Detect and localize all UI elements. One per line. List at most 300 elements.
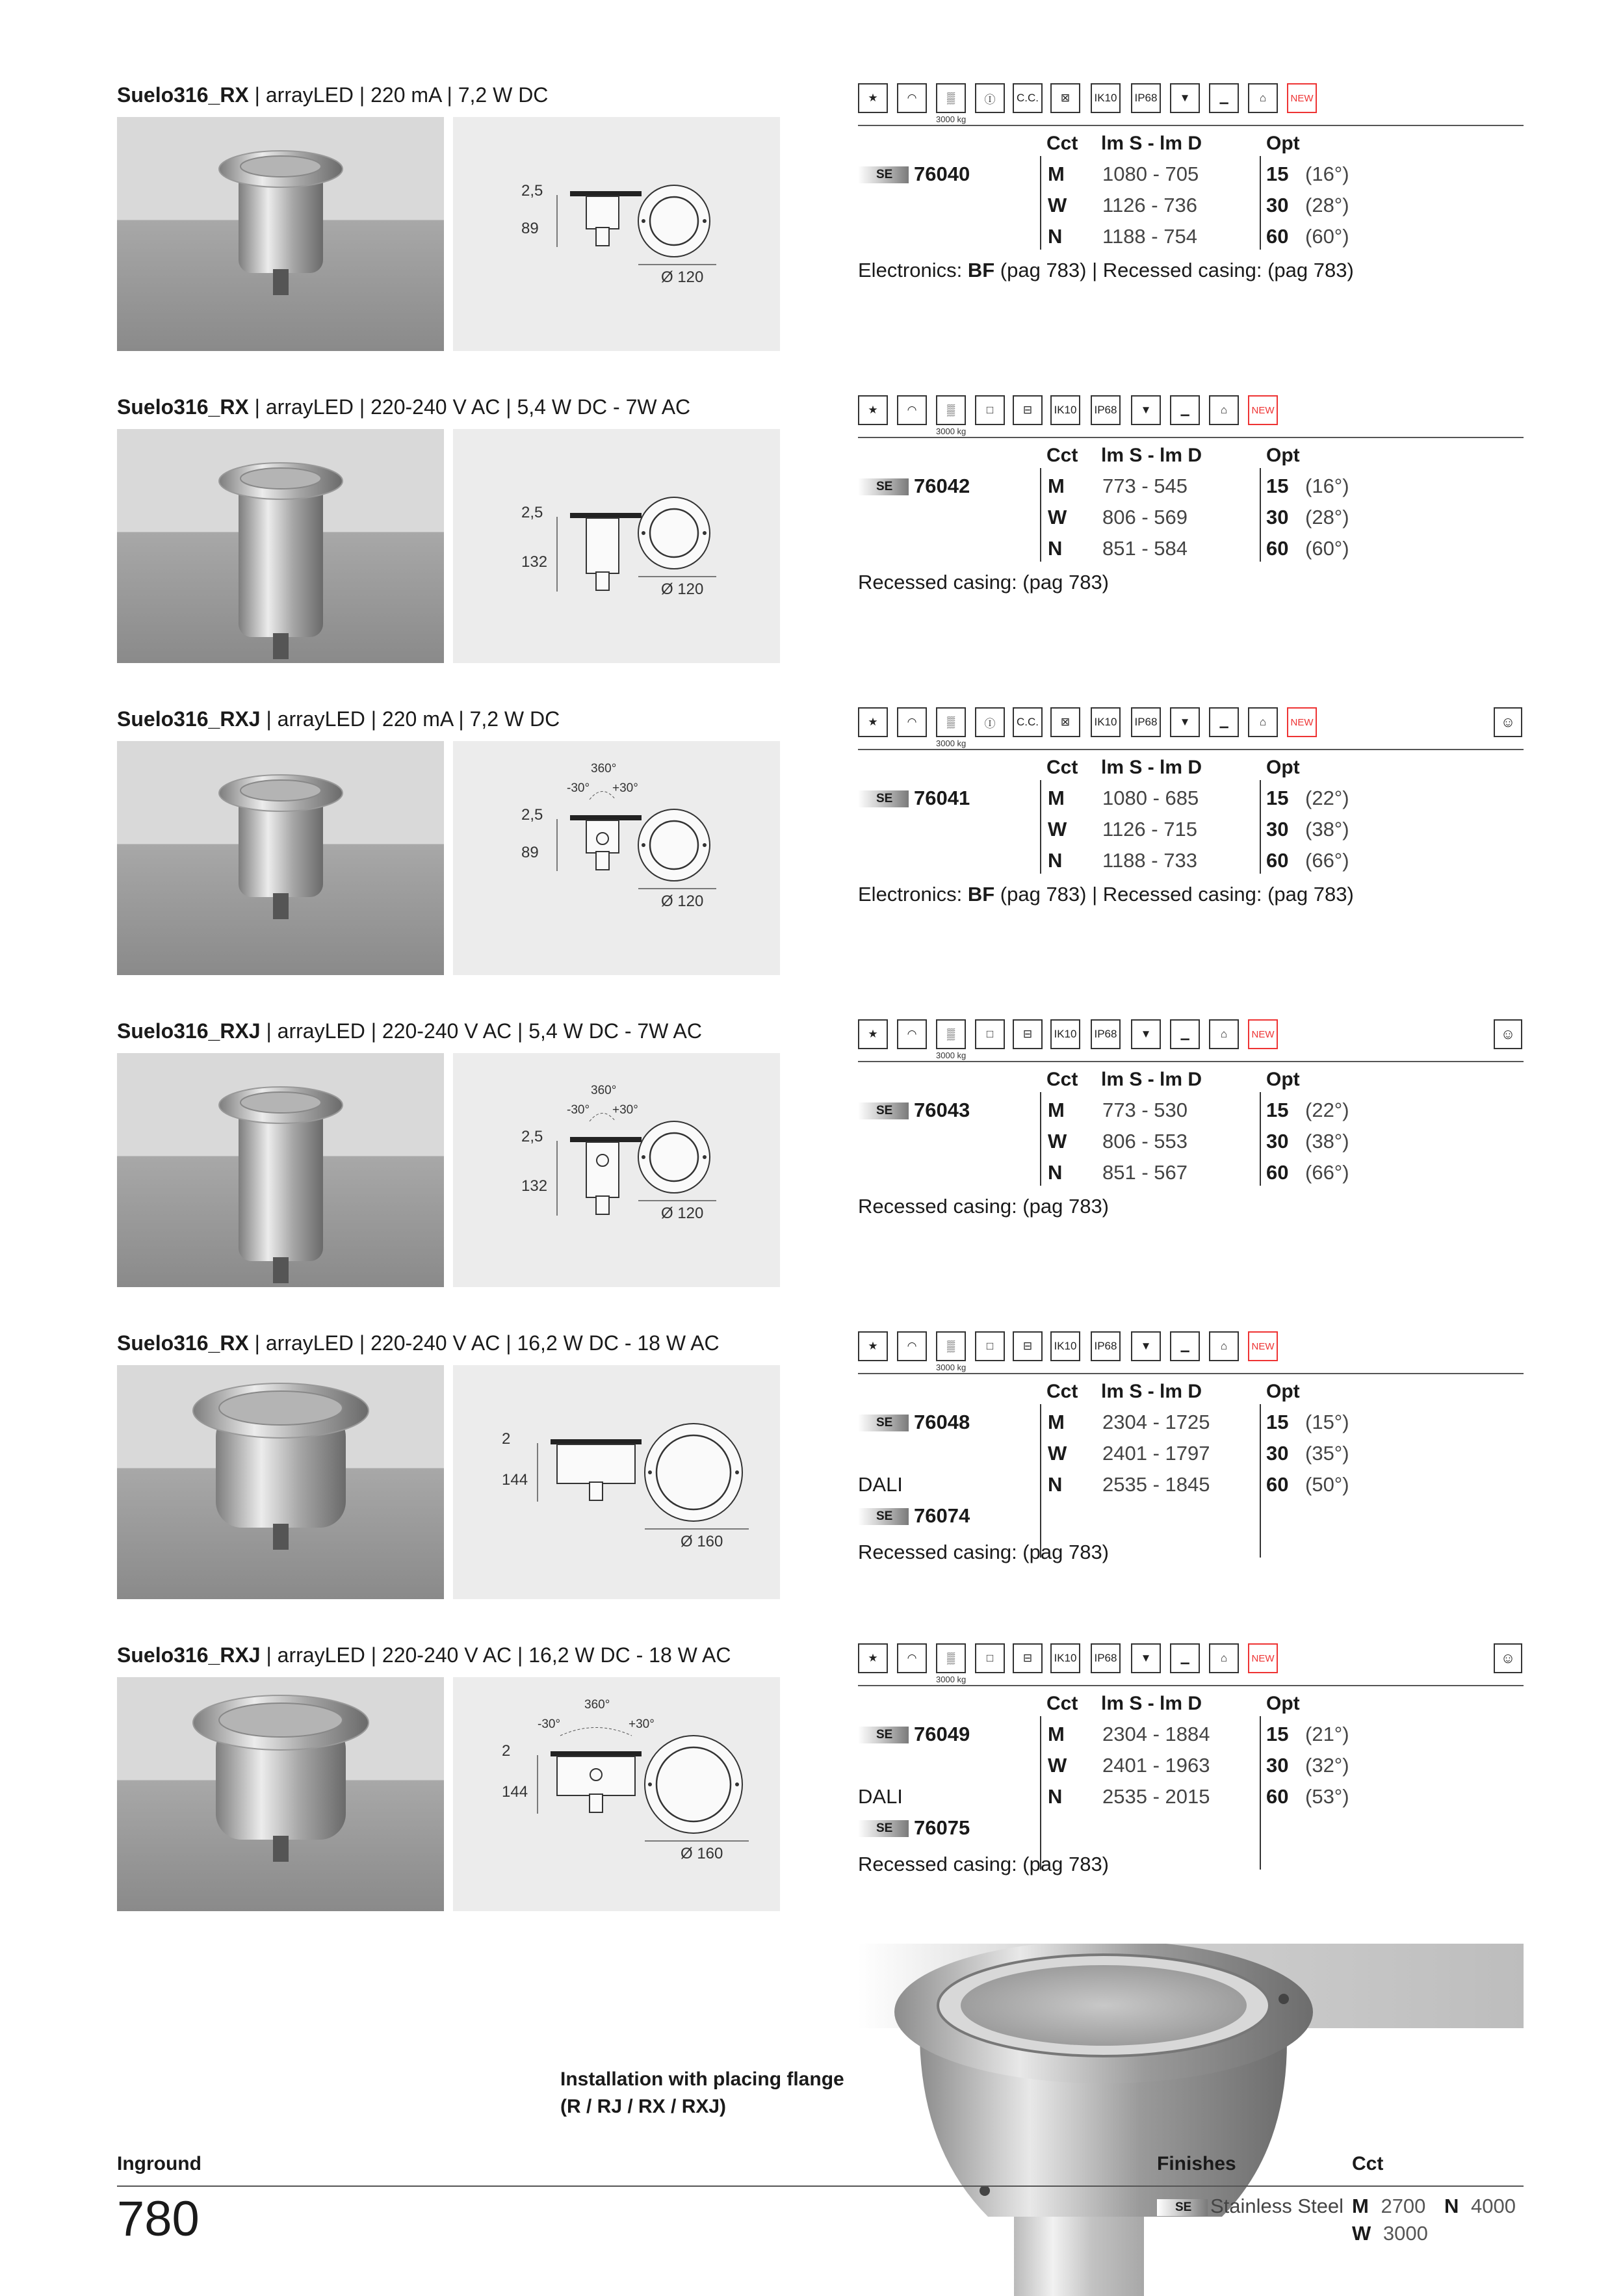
row-angle: (38°) (1305, 818, 1349, 841)
table-divider (858, 437, 1524, 438)
row-optic: 60 (1266, 1785, 1289, 1808)
table-divider (858, 1373, 1524, 1374)
feature-icon: ▁ (1209, 707, 1239, 737)
row-angle: (22°) (1305, 1099, 1349, 1121)
feature-icon: ◠ (897, 1019, 927, 1049)
product-note (858, 1541, 1109, 1564)
row-lumen: 806 - 553 (1102, 1130, 1188, 1153)
feature-icon: ◠ (897, 83, 927, 113)
row-lumen: 1080 - 705 (1102, 163, 1199, 185)
rotation-right: +30° (629, 1717, 655, 1731)
load-weight: 3000 kg (936, 738, 967, 748)
row-lumen: 1080 - 685 (1102, 787, 1199, 809)
feature-icon: IK10 (1050, 395, 1080, 425)
feature-icon: ▁ (1170, 1019, 1200, 1049)
note-bold: BF (967, 883, 995, 906)
product-photo (117, 1365, 444, 1599)
finish-badge: SE (858, 790, 909, 807)
row-optic: 15 (1266, 475, 1289, 497)
header-opt: Opt (1266, 757, 1300, 778)
product-photo (117, 1677, 444, 1911)
finish-badge: SE (858, 1508, 909, 1525)
row-angle: (38°) (1305, 1130, 1349, 1153)
row-lumen: 851 - 584 (1102, 537, 1188, 560)
row-lumen: 2304 - 1725 (1102, 1411, 1210, 1433)
row-optic: 15 (1266, 1411, 1289, 1433)
load-weight: 3000 kg (936, 1050, 967, 1060)
feature-icon: ▒ (936, 83, 966, 113)
product-code: 76042 (914, 475, 970, 497)
feature-icon: IK10 (1091, 83, 1121, 113)
column-divider (1260, 468, 1261, 562)
finish-badge: SE (858, 1102, 909, 1119)
header-lm: lm S - lm D (1101, 133, 1202, 154)
column-divider (1040, 1092, 1041, 1186)
row-lumen: 2535 - 2015 (1102, 1785, 1210, 1808)
dim-flange-height: 2,5 (521, 182, 543, 200)
feature-icon: ▼ (1131, 1643, 1161, 1673)
row-angle: (60°) (1305, 537, 1349, 560)
product-code: 76041 (914, 787, 970, 809)
row-optic: 15 (1266, 1099, 1289, 1121)
row-optic: 30 (1266, 1130, 1289, 1153)
feature-icon: NEW (1248, 1331, 1278, 1361)
header-cct: Cct (1046, 1693, 1078, 1714)
row-optic: 15 (1266, 1723, 1289, 1745)
row-cct: W (1048, 194, 1067, 216)
product-spec: | arrayLED | 220-240 V AC | 16,2 W DC - 18 W AC (248, 1331, 720, 1355)
row-angle: (32°) (1305, 1754, 1349, 1777)
feature-icon: □ (975, 395, 1005, 425)
row-cct: N (1048, 537, 1063, 560)
row-lumen: 1188 - 733 (1102, 849, 1197, 872)
product-code: 76075 (914, 1816, 970, 1839)
row-cct: M (1048, 1411, 1065, 1433)
product-photo (117, 741, 444, 975)
footer-cct-w (1352, 2222, 1428, 2245)
product-name: Suelo316_RX (117, 395, 249, 419)
feature-icon: ▼ (1170, 83, 1200, 113)
header-opt: Opt (1266, 1381, 1300, 1402)
row-cct: W (1048, 1442, 1067, 1465)
product-note (858, 1853, 1109, 1876)
dim-flange-height: 2 (502, 1430, 511, 1448)
rotation-360: 360° (591, 762, 617, 776)
row-angle: (35°) (1305, 1442, 1349, 1465)
feature-icon: ▼ (1170, 707, 1200, 737)
installation-line1: Installation with placing flange (560, 2068, 844, 2090)
row-lumen: 773 - 545 (1102, 475, 1188, 497)
feature-icon: ★ (858, 1331, 888, 1361)
row-optic: 60 (1266, 849, 1289, 872)
feature-icon: ★ (858, 1643, 888, 1673)
feature-icon: ⌂ (1248, 707, 1278, 737)
row-cct: N (1048, 1161, 1063, 1184)
product-note (858, 571, 1109, 594)
header-opt: Opt (1266, 445, 1300, 466)
feature-icon: ⌂ (1209, 395, 1239, 425)
column-divider (1260, 1092, 1261, 1186)
product-spec: | arrayLED | 220-240 V AC | 5,4 W DC - 7W AC (248, 395, 691, 419)
row-angle: (66°) (1305, 1161, 1349, 1184)
note-prefix: Recessed casing: (pag 783) (858, 1195, 1110, 1218)
product-block (0, 1331, 1623, 1604)
header-cct: Cct (1046, 1069, 1078, 1090)
feature-icon: ⊟ (1013, 1019, 1043, 1049)
feature-icon: IK10 (1050, 1331, 1080, 1361)
product-block (0, 707, 1623, 980)
header-lm: lm S - lm D (1101, 1693, 1202, 1714)
row-lumen: 1126 - 736 (1102, 194, 1197, 216)
row-lumen: 851 - 567 (1102, 1161, 1188, 1184)
footer-cct-w-value: 3000 (1383, 2222, 1428, 2245)
row-lumen: 2535 - 1845 (1102, 1473, 1210, 1496)
row-optic: 30 (1266, 1754, 1289, 1777)
row-cct: M (1048, 163, 1065, 185)
row-angle: (22°) (1305, 787, 1349, 809)
technical-drawing (453, 1053, 780, 1287)
row-lumen: 2401 - 1963 (1102, 1754, 1210, 1777)
product-code: 76074 (914, 1504, 970, 1527)
product-photo (117, 1053, 444, 1287)
feature-icon: IP68 (1091, 1331, 1121, 1361)
product-title (117, 707, 560, 731)
technical-drawing (453, 741, 780, 975)
row-cct: N (1048, 1785, 1063, 1808)
finish-name: Stainless Steel (1210, 2195, 1344, 2217)
header-lm: lm S - lm D (1101, 1381, 1202, 1402)
product-title (117, 83, 548, 107)
dim-diameter: Ø 120 (661, 268, 704, 286)
dim-body-height: 132 (521, 553, 548, 571)
rotation-left: -30° (567, 781, 590, 795)
feature-icon: ⊟ (1013, 1331, 1043, 1361)
finish-badge: SE (858, 1415, 909, 1431)
rotation-left: -30° (538, 1717, 561, 1731)
row-angle: (60°) (1305, 225, 1349, 248)
row-cct: N (1048, 225, 1063, 248)
note-rest: (pag 783) | Recessed casing: (pag 783) (994, 883, 1354, 906)
column-divider (1260, 1404, 1261, 1558)
feature-icon: ▒ (936, 1331, 966, 1361)
product-block (0, 83, 1623, 356)
footer-cct-m (1352, 2195, 1425, 2218)
footer-cct-m-value: 2700 (1381, 2195, 1426, 2217)
dim-flange-height: 2,5 (521, 504, 543, 521)
header-cct: Cct (1046, 445, 1078, 466)
feature-icon: ⌂ (1209, 1643, 1239, 1673)
feature-icon: ★ (858, 1019, 888, 1049)
finishes-label: Finishes (1157, 2153, 1236, 2174)
dim-diameter: Ø 120 (661, 1205, 704, 1222)
feature-icon: Ⓘ (975, 707, 1005, 737)
feature-icon: ▒ (936, 707, 966, 737)
footer-cct-w-code: W (1352, 2222, 1371, 2245)
column-divider (1040, 156, 1041, 250)
header-cct: Cct (1046, 757, 1078, 778)
header-lm: lm S - lm D (1101, 445, 1202, 466)
feature-icon: ⌂ (1248, 83, 1278, 113)
header-cct: Cct (1046, 1381, 1078, 1402)
finish-badge: SE (858, 478, 909, 495)
feature-icon: ◠ (897, 1331, 927, 1361)
product-name: Suelo316_RX (117, 1331, 249, 1355)
dim-body-height: 132 (521, 1177, 548, 1195)
note-prefix: Electronics: (858, 883, 968, 906)
load-weight: 3000 kg (936, 426, 967, 436)
row-angle: (50°) (1305, 1473, 1349, 1496)
footer-divider (117, 2185, 1524, 2187)
feature-icon: ⌂ (1209, 1331, 1239, 1361)
row-optic: 60 (1266, 537, 1289, 560)
person-icon: ☺ (1494, 1643, 1522, 1673)
rotation-right: +30° (612, 1103, 638, 1117)
feature-icon: □ (975, 1331, 1005, 1361)
column-divider (1040, 780, 1041, 874)
footer-cct-n-code: N (1444, 2195, 1459, 2217)
row-cct: W (1048, 818, 1067, 841)
dim-diameter: Ø 160 (681, 1533, 723, 1550)
table-divider (858, 125, 1524, 126)
dim-body-height: 89 (521, 220, 539, 237)
dim-body-height: 144 (502, 1783, 528, 1801)
row-optic: 60 (1266, 225, 1289, 248)
note-prefix: Recessed casing: (pag 783) (858, 1541, 1110, 1563)
finish-badge: SE (858, 1820, 909, 1837)
feature-icon: IK10 (1050, 1019, 1080, 1049)
feature-icon: IP68 (1091, 395, 1121, 425)
dali-label: DALI (858, 1473, 903, 1496)
product-spec: | arrayLED | 220 mA | 7,2 W DC (248, 83, 549, 107)
feature-icon: ▼ (1131, 1019, 1161, 1049)
dali-label: DALI (858, 1785, 903, 1808)
rotation-right: +30° (612, 781, 638, 795)
feature-icon: ▒ (936, 1643, 966, 1673)
row-lumen: 773 - 530 (1102, 1099, 1188, 1121)
row-angle: (53°) (1305, 1785, 1349, 1808)
person-icon: ☺ (1494, 1019, 1522, 1049)
feature-icon: ★ (858, 395, 888, 425)
note-prefix: Recessed casing: (pag 783) (858, 1853, 1110, 1875)
rotation-left: -30° (567, 1103, 590, 1117)
table-divider (858, 1685, 1524, 1686)
dim-diameter: Ø 120 (661, 893, 704, 910)
feature-icon: IP68 (1131, 707, 1161, 737)
row-lumen: 806 - 569 (1102, 506, 1188, 528)
feature-icon: ◠ (897, 1643, 927, 1673)
row-optic: 15 (1266, 163, 1289, 185)
row-cct: N (1048, 849, 1063, 872)
product-code: 76043 (914, 1099, 970, 1121)
row-cct: M (1048, 475, 1065, 497)
product-spec: | arrayLED | 220-240 V AC | 5,4 W DC - 7W AC (260, 1019, 702, 1043)
row-optic: 30 (1266, 1442, 1289, 1465)
feature-icon: ▼ (1131, 1331, 1161, 1361)
feature-icon: IK10 (1050, 1643, 1080, 1673)
feature-icon: ⊠ (1050, 707, 1080, 737)
feature-icon: ★ (858, 83, 888, 113)
feature-icon: ▁ (1170, 395, 1200, 425)
feature-icon: ▁ (1170, 1643, 1200, 1673)
load-weight: 3000 kg (936, 1675, 967, 1684)
feature-icon: IP68 (1131, 83, 1161, 113)
feature-icon: Ⓘ (975, 83, 1005, 113)
feature-icon: ⊟ (1013, 395, 1043, 425)
feature-icon: IP68 (1091, 1019, 1121, 1049)
installation-note (560, 2066, 844, 2120)
product-name: Suelo316_RXJ (117, 1643, 261, 1667)
product-name: Suelo316_RX (117, 83, 249, 107)
row-cct: M (1048, 787, 1065, 809)
note-prefix: Recessed casing: (pag 783) (858, 571, 1110, 594)
load-weight: 3000 kg (936, 1363, 967, 1372)
person-icon: ☺ (1494, 707, 1522, 737)
feature-icon: ⊠ (1050, 83, 1080, 113)
feature-icon: ◠ (897, 707, 927, 737)
feature-icon: ⊟ (1013, 1643, 1043, 1673)
row-cct: M (1048, 1723, 1065, 1745)
product-note (858, 1195, 1109, 1218)
feature-icon: NEW (1287, 707, 1317, 737)
dim-diameter: Ø 160 (681, 1845, 723, 1862)
dim-flange-height: 2,5 (521, 1128, 543, 1145)
product-name: Suelo316_RXJ (117, 1019, 261, 1043)
feature-icon: ▒ (936, 1019, 966, 1049)
row-cct: W (1048, 1754, 1067, 1777)
feature-icon: ◠ (897, 395, 927, 425)
table-divider (858, 749, 1524, 750)
product-name: Suelo316_RXJ (117, 707, 261, 731)
feature-icon: NEW (1248, 1019, 1278, 1049)
row-lumen: 1188 - 754 (1102, 225, 1197, 248)
cct-label: Cct (1352, 2153, 1384, 2174)
rotation-360: 360° (591, 1084, 617, 1097)
feature-icon: C.C. (1013, 707, 1043, 737)
feature-icon: NEW (1248, 1643, 1278, 1673)
header-opt: Opt (1266, 1069, 1300, 1090)
technical-drawing (453, 1677, 780, 1911)
product-note (858, 259, 1354, 282)
row-optic: 30 (1266, 194, 1289, 216)
row-angle: (15°) (1305, 1411, 1349, 1433)
product-photo (117, 429, 444, 663)
feature-icon: □ (975, 1019, 1005, 1049)
footer-category: Inground (117, 2153, 201, 2174)
header-opt: Opt (1266, 1693, 1300, 1714)
row-angle: (21°) (1305, 1723, 1349, 1745)
note-rest: (pag 783) | Recessed casing: (pag 783) (994, 259, 1354, 281)
footer-cct-n-value: 4000 (1471, 2195, 1516, 2217)
row-cct: W (1048, 1130, 1067, 1153)
footer-cct-m-code: M (1352, 2195, 1369, 2217)
page-number: 780 (117, 2191, 200, 2247)
feature-icon: □ (975, 1643, 1005, 1673)
technical-drawing (453, 1365, 780, 1599)
feature-icon: ▁ (1209, 83, 1239, 113)
row-cct: W (1048, 506, 1067, 528)
feature-icon: ▒ (936, 395, 966, 425)
product-code: 76048 (914, 1411, 970, 1433)
product-title (117, 1331, 720, 1355)
row-angle: (16°) (1305, 475, 1349, 497)
product-code: 76040 (914, 163, 970, 185)
product-block (0, 1643, 1623, 1916)
product-block (0, 395, 1623, 668)
feature-icon: NEW (1248, 395, 1278, 425)
feature-icon: IP68 (1091, 1643, 1121, 1673)
row-angle: (28°) (1305, 506, 1349, 528)
column-divider (1040, 468, 1041, 562)
product-block (0, 1019, 1623, 1292)
row-optic: 30 (1266, 506, 1289, 528)
product-note (858, 883, 1354, 906)
finish-badge: SE (858, 166, 909, 183)
product-spec: | arrayLED | 220-240 V AC | 16,2 W DC - 18 W AC (260, 1643, 731, 1667)
header-lm: lm S - lm D (1101, 1069, 1202, 1090)
feature-icon: ★ (858, 707, 888, 737)
product-photo (117, 117, 444, 351)
row-optic: 30 (1266, 818, 1289, 841)
row-angle: (28°) (1305, 194, 1349, 216)
product-spec: | arrayLED | 220 mA | 7,2 W DC (260, 707, 560, 731)
column-divider (1260, 780, 1261, 874)
dim-body-height: 89 (521, 844, 539, 861)
note-bold: BF (967, 259, 995, 281)
row-angle: (16°) (1305, 163, 1349, 185)
header-lm: lm S - lm D (1101, 757, 1202, 778)
technical-drawing (453, 117, 780, 351)
dim-flange-height: 2 (502, 1742, 511, 1760)
dim-flange-height: 2,5 (521, 806, 543, 824)
feature-icon: IK10 (1091, 707, 1121, 737)
row-lumen: 2401 - 1797 (1102, 1442, 1210, 1465)
row-angle: (66°) (1305, 849, 1349, 872)
installation-line2: (R / RJ / RX / RXJ) (560, 2096, 727, 2117)
note-prefix: Electronics: (858, 259, 968, 281)
row-lumen: 1126 - 715 (1102, 818, 1197, 841)
product-title (117, 1019, 702, 1043)
feature-icon: ▼ (1131, 395, 1161, 425)
row-optic: 60 (1266, 1161, 1289, 1184)
row-cct: M (1048, 1099, 1065, 1121)
row-cct: N (1048, 1473, 1063, 1496)
column-divider (1260, 156, 1261, 250)
technical-drawing (453, 429, 780, 663)
product-code: 76049 (914, 1723, 970, 1745)
column-divider (1040, 1404, 1041, 1558)
table-divider (858, 1061, 1524, 1062)
finish-badge: SE (858, 1727, 909, 1743)
feature-icon: C.C. (1013, 83, 1043, 113)
product-title (117, 1643, 731, 1667)
product-title (117, 395, 690, 419)
column-divider (1260, 1716, 1261, 1870)
rotation-360: 360° (584, 1698, 610, 1712)
footer-cct-n (1444, 2195, 1516, 2218)
feature-icon: NEW (1287, 83, 1317, 113)
load-weight: 3000 kg (936, 114, 967, 124)
dim-diameter: Ø 120 (661, 581, 704, 598)
finish-badge: SE (1157, 2199, 1208, 2216)
header-cct: Cct (1046, 133, 1078, 154)
dim-body-height: 144 (502, 1471, 528, 1489)
row-optic: 15 (1266, 787, 1289, 809)
feature-icon: ▁ (1170, 1331, 1200, 1361)
row-optic: 60 (1266, 1473, 1289, 1496)
column-divider (1040, 1716, 1041, 1870)
row-lumen: 2304 - 1884 (1102, 1723, 1210, 1745)
feature-icon: ⌂ (1209, 1019, 1239, 1049)
